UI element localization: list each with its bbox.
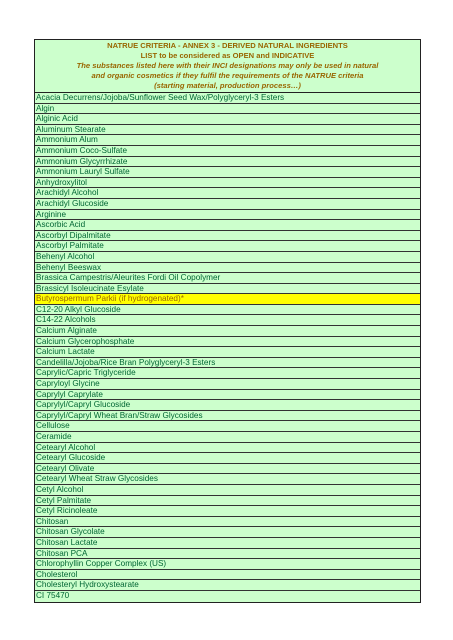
table-row: Ascorbyl Palmitate <box>35 241 420 252</box>
table-row: Candelilla/Jojoba/Rice Bran Polyglyceryl-3 Esters <box>35 358 420 369</box>
header-title: NATRUE CRITERIA - ANNEX 3 - DERIVED NATURAL INGREDIENTS <box>107 41 348 50</box>
table-row: Capryloyl Glycine <box>35 379 420 390</box>
table-row: Cetearyl Alcohol <box>35 443 420 454</box>
table-row: Ammonium Alum <box>35 135 420 146</box>
table-row: Chitosan PCA <box>35 549 420 560</box>
table-row: Caprylyl Caprylate <box>35 390 420 401</box>
table-row: Chitosan <box>35 517 420 528</box>
table-row: Acacia Decurrens/Jojoba/Sunflower Seed Wax/Polyglyceryl-3 Esters <box>35 93 420 104</box>
table-row: Algin <box>35 104 420 115</box>
table-row: Ascorbic Acid <box>35 220 420 231</box>
ingredient-table <box>34 39 421 603</box>
table-row: Behenyl Beeswax <box>35 263 420 274</box>
table-row: Aluminum Stearate <box>35 125 420 136</box>
table-row: Ammonium Coco-Sulfate <box>35 146 420 157</box>
table-row: Ceramide <box>35 432 420 443</box>
table-row: Calcium Alginate <box>35 326 420 337</box>
table-row: Cetearyl Glucoside <box>35 453 420 464</box>
table-row: Calcium Lactate <box>35 347 420 358</box>
table-row: Chitosan Lactate <box>35 538 420 549</box>
header-note-line-1: The substances listed here with their INCI designations may only be used in natural <box>76 61 379 70</box>
table-row: Chlorophyllin Copper Complex (US) <box>35 559 420 570</box>
table-row-highlighted: Butyrospermum Parkii (if hydrogenated)* <box>35 294 420 305</box>
table-row: Cetyl Ricinoleate <box>35 506 420 517</box>
table-row: Cholesterol <box>35 570 420 581</box>
table-row: Behenyl Alcohol <box>35 252 420 263</box>
table-row: Brassicyl Isoleucinate Esylate <box>35 284 420 295</box>
table-row: Ammonium Glycyrrhizate <box>35 157 420 168</box>
table-row: Anhydroxylitol <box>35 178 420 189</box>
table-row: Cetearyl Olivate <box>35 464 420 475</box>
table-row: C12-20 Alkyl Glucoside <box>35 305 420 316</box>
table-row: CI 75470 <box>36 590 70 600</box>
table-row: Cholesteryl Hydroxystearate <box>35 580 420 591</box>
table-row: C14-22 Alcohols <box>35 315 420 326</box>
table-row: Arachidyl Alcohol <box>35 188 420 199</box>
table-row: Arginine <box>35 210 420 221</box>
table-row: Arachidyl Glucoside <box>35 199 420 210</box>
header-note-line-2: and organic cosmetics if they fulfil the requirements of the NATRUE criteria <box>91 71 364 80</box>
table-row: Calcium Glycerophosphate <box>35 337 420 348</box>
table-row: Cetyl Palmitate <box>35 496 420 507</box>
table-row: Ammonium Lauryl Sulfate <box>35 167 420 178</box>
table-row: Caprylic/Capric Triglyceride <box>35 368 420 379</box>
table-row: Alginic Acid <box>35 114 420 125</box>
header-note-line-3: (starting material, production process…) <box>154 81 301 90</box>
table-row: Ascorbyl Dipalmitate <box>35 231 420 242</box>
header-subtitle: LIST to be considered as OPEN and INDICATIVE <box>140 51 315 60</box>
table-row: Caprylyl/Capryl Wheat Bran/Straw Glycosides <box>35 411 420 422</box>
table-row: Chitosan Glycolate <box>35 527 420 538</box>
table-row: Cetearyl Wheat Straw Glycosides <box>35 474 420 485</box>
table-row: Brassica Campestris/Aleurites Fordi Oil Copolymer <box>35 273 420 284</box>
table-row: Caprylyl/Capryl Glucoside <box>35 400 420 411</box>
table-header <box>35 40 420 93</box>
ingredient-list <box>35 93 420 602</box>
table-row: Cellulose <box>35 421 420 432</box>
table-row: Cetyl Alcohol <box>35 485 420 496</box>
